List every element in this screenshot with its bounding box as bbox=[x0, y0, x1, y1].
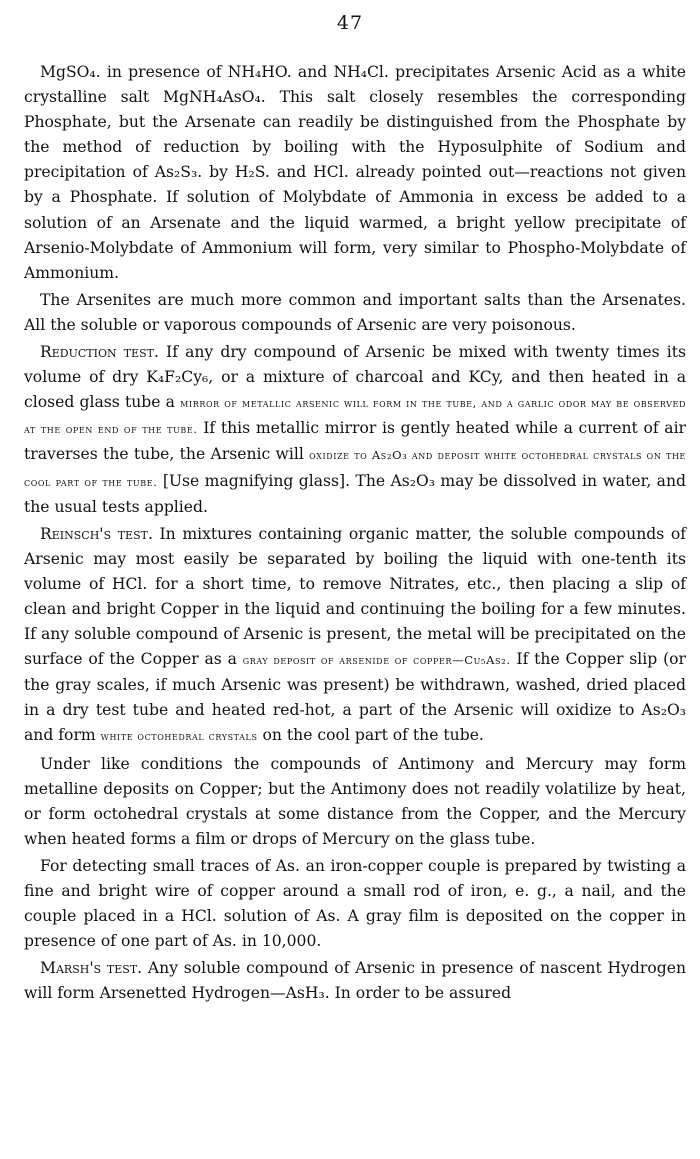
emphasis-text: oxidize to As₂O₃ and deposit white octohedral crystals on the cool part of the tube. bbox=[24, 448, 686, 489]
paragraph-text: Any soluble compound of Arsenic in presence of nascent Hydrogen will form Arsenetted Hydrogen—AsH₃. In order to be assured bbox=[24, 959, 687, 1003]
paragraph-text: If any dry compound of Arsenic be mixed with twenty times its volume of dry K₄F₂Cy₆, or a mixture of charcoal and KCy, and then heated in a closed glass tube a bbox=[24, 343, 686, 412]
section-heading: Marsh's test. bbox=[40, 959, 143, 978]
paragraph-reinsch-test bbox=[24, 522, 686, 750]
paragraph-text: In mixtures containing organic matter, the soluble compounds of Arsenic may most easily be separated by boiling the liquid with one-tenth its volume of HCl. for a short time, to remove Nitrates, etc., then placing a slip of clean and bright Copper in the liquid and continuing the boiling for a few minutes. If any soluble compound of Arsenic is present, the metal will be precipitated on the surface of the Copper as a bbox=[24, 524, 686, 669]
paragraph-reduction-test bbox=[24, 340, 686, 520]
paragraph-arsenites bbox=[24, 288, 686, 338]
paragraph-text: MgSO₄. in presence of NH₄HO. and NH₄Cl. precipitates Arsenic Acid as a white crystalline salt MgNH₄AsO₄. This salt closely resembles the corresponding Phosphate, but the Arsenate can readily be distinguished from the Phosphate by the method of reduction by boiling with the Hyposulphite of Sodium and precipitation of As₂S₃. by H₂S. and HCl. already pointed out—reactions not given by a Phosphate. If solution of Molybdate of Ammonia in excess be added to a solution of an Arsenate and the liquid warmed, a bright yellow precipitate of Arsenio-Molybdate of Ammonium will form, very similar to Phospho-Molybdate of Ammonium. bbox=[24, 63, 686, 282]
page-number: 47 bbox=[336, 12, 364, 34]
emphasis-text: white octohedral crystals bbox=[100, 729, 258, 744]
section-heading: Reduction test. bbox=[40, 343, 159, 362]
paragraph-iron-copper-couple bbox=[24, 854, 686, 954]
paragraph-text: Under like conditions the compounds of Antimony and Mercury may form metalline deposits on Copper; but the Antimony does not readily volatilize by heat, or form octohedral crystals at some distance from the Copper, and the Mercury when heated forms a film or drops of Mercury on the glass tube. bbox=[24, 754, 686, 848]
body-text bbox=[24, 60, 686, 1008]
paragraph-text: on the cool part of the tube. bbox=[257, 726, 484, 745]
paragraph-text: [Use magnifying glass]. The As₂O₃ may be dissolved in water, and the usual tests applied. bbox=[24, 471, 686, 516]
emphasis-text: gray deposit of arsenide of copper—Cu₅As₂. bbox=[242, 653, 511, 668]
section-heading: Reinsch's test. bbox=[40, 524, 153, 543]
paragraph-text: If the Copper slip (or the gray scales, if much Arsenic was present) be withdrawn, washed, dried placed in a dry test tube and heated red-hot, a part of the Arsenic will oxidize to As₂O₃ and form bbox=[24, 650, 687, 745]
paragraph-antimony-mercury bbox=[24, 752, 686, 852]
emphasis-text: mirror of metallic arsenic will form in the tube, and a garlic odor may be observed at the open end of the tube. bbox=[24, 396, 686, 437]
paragraph-text: For detecting small traces of As. an iron-copper couple is prepared by twisting a fine and bright wire of copper around a small rod of iron, e. g., a nail, and the couple placed in a HCl. solution of As. A gray film is deposited on the copper in presence of one part of As. in 10,000. bbox=[24, 856, 686, 951]
paragraph-text: The Arsenites are much more common and important salts than the Arsenates. All the soluble or vaporous compounds of Arsenic are very poisonous. bbox=[24, 290, 686, 334]
paragraph-magnesia-test bbox=[24, 60, 686, 286]
paragraph-text: If this metallic mirror is gently heated while a current of air traverses the tube, the Arsenic will bbox=[24, 419, 687, 464]
paragraph-marsh-test bbox=[24, 956, 686, 1006]
